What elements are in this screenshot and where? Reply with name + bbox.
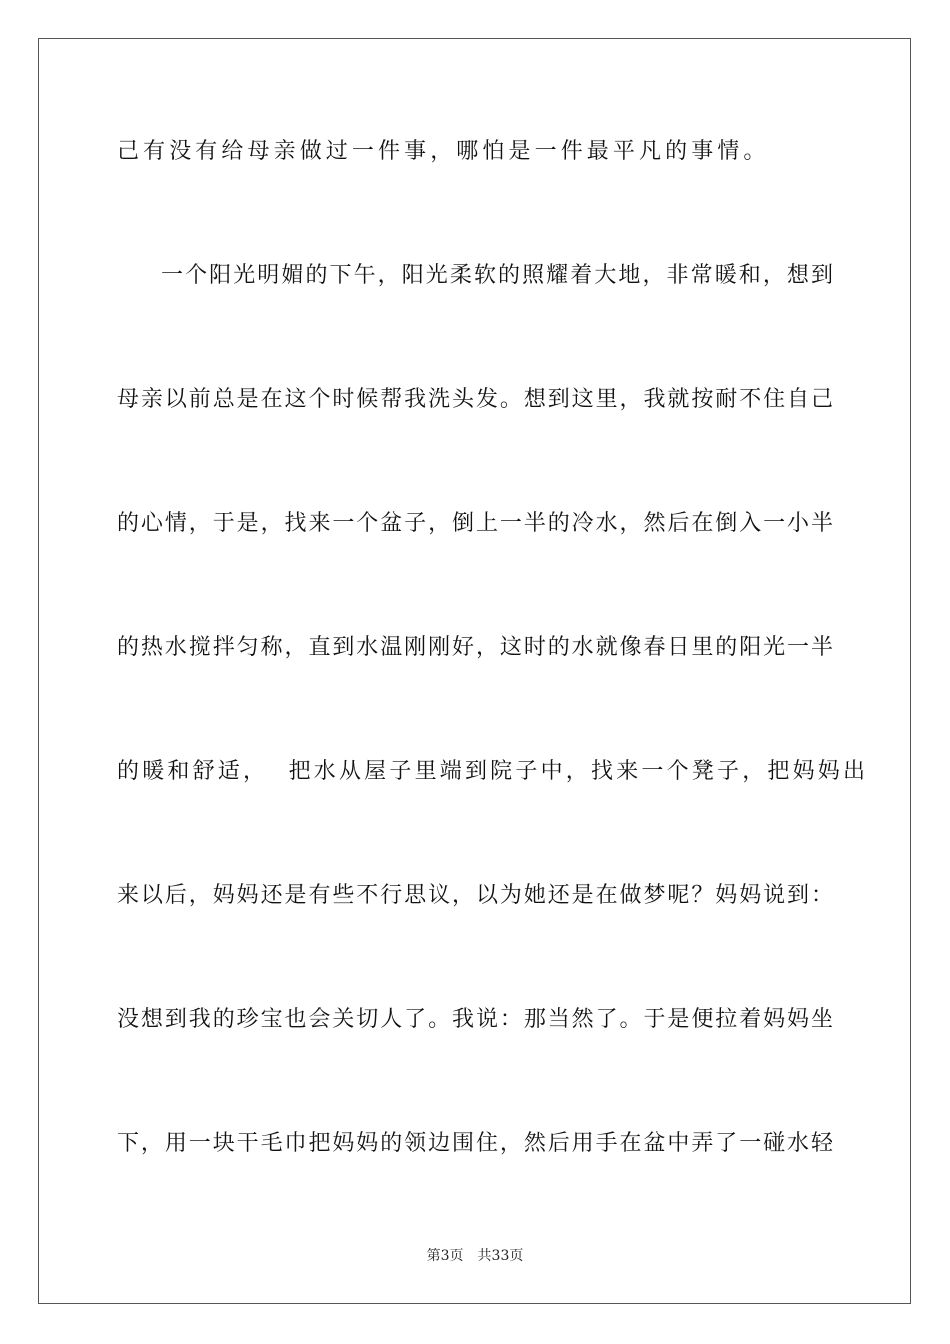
- text-line: 一个阳光明媚的下午，阳光柔软的照耀着大地，非常暖和，想到: [161, 263, 833, 288]
- page-border: [38, 38, 911, 1304]
- text-line: 没想到我的珍宝也会关切人了。我说：那当然了。于是便拉着妈妈坐: [117, 1007, 833, 1032]
- text-line: 的热水搅拌匀称，直到水温刚刚好，这时的水就像春日里的阳光一半: [117, 635, 833, 660]
- text-line: 下，用一块干毛巾把妈妈的领边围住，然后用手在盆中弄了一碰水轻: [117, 1131, 833, 1156]
- text-line: 来以后，妈妈还是有些不行思议，以为她还是在做梦呢？妈妈说到：: [117, 883, 833, 908]
- text-line: 己有没有给母亲做过一件事，哪怕是一件最平凡的事情。: [117, 139, 770, 164]
- text-line: 的暖和舒适， 把水从屋子里端到院子中，找来一个凳子，把妈妈出: [117, 759, 869, 784]
- page-number: 第3页: [426, 1248, 464, 1264]
- text-line: 母亲以前总是在这个时候帮我洗头发。想到这里，我就按耐不住自己: [117, 387, 833, 412]
- text-line: 的心情，于是，找来一个盆子，倒上一半的冷水，然后在倒入一小半: [117, 511, 833, 536]
- page-total: 共33页: [477, 1248, 524, 1264]
- page-footer: [0, 1246, 950, 1266]
